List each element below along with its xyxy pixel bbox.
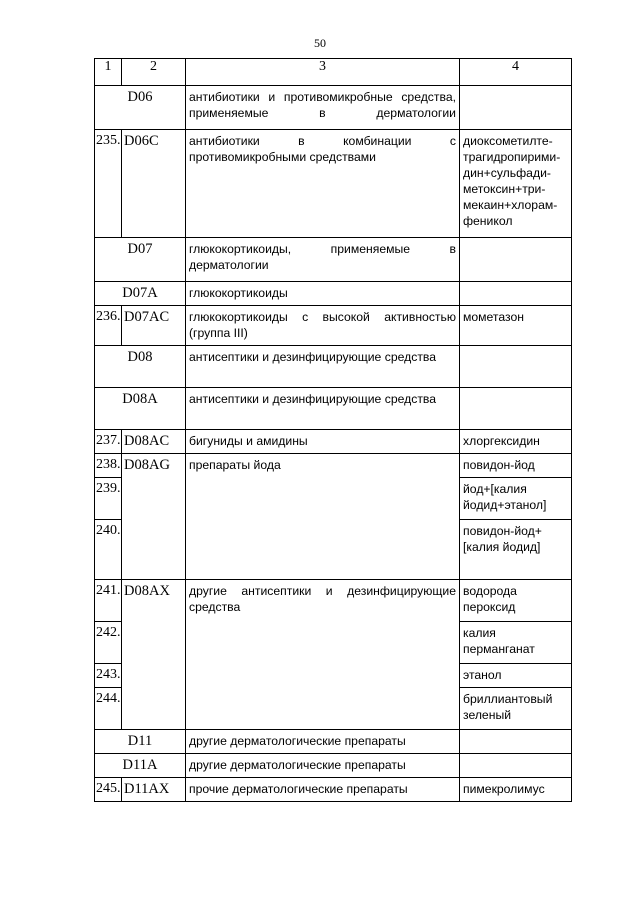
table-row bbox=[95, 306, 572, 346]
group-code: D11 bbox=[95, 730, 186, 754]
row-number: 236. bbox=[95, 306, 122, 346]
table-row bbox=[95, 778, 572, 802]
group-description: антибиотики в комбинации с противомикробными средствами bbox=[186, 130, 460, 238]
table-row bbox=[95, 282, 572, 306]
group-code: D07A bbox=[95, 282, 186, 306]
table-row bbox=[95, 86, 572, 130]
atc-code: D07AC bbox=[122, 306, 186, 346]
row-number: 237. bbox=[95, 430, 122, 454]
drug-classification-table bbox=[94, 58, 572, 802]
group-code: D07 bbox=[95, 238, 186, 282]
group-code: D08 bbox=[95, 346, 186, 388]
row-number: 244. bbox=[95, 688, 122, 730]
table-row bbox=[95, 754, 572, 778]
drug-name: йод+[калия йодид+этанол] bbox=[460, 478, 572, 520]
row-number: 239. bbox=[95, 478, 122, 520]
drug-name: повидон-йод bbox=[460, 454, 572, 478]
group-description: антисептики и дезинфицирующие средства bbox=[186, 388, 460, 430]
drug-name bbox=[460, 730, 572, 754]
group-description: другие дерматологические препараты bbox=[186, 730, 460, 754]
drug-name: повидон-йод+[калия йодид] bbox=[460, 520, 572, 580]
table-row bbox=[95, 388, 572, 430]
group-description: другие дерматологические препараты bbox=[186, 754, 460, 778]
drug-name bbox=[460, 238, 572, 282]
drug-name bbox=[460, 754, 572, 778]
atc-code: D08AX bbox=[122, 580, 186, 730]
drug-name bbox=[460, 346, 572, 388]
group-code: D11A bbox=[95, 754, 186, 778]
row-number: 240. bbox=[95, 520, 122, 580]
atc-code: D08AC bbox=[122, 430, 186, 454]
page-number: 50 bbox=[314, 36, 326, 50]
header-col-2: 2 bbox=[122, 59, 186, 86]
group-description: прочие дерматологические препараты bbox=[186, 778, 460, 802]
drug-name: бриллиантовый зеленый bbox=[460, 688, 572, 730]
header-col-1: 1 bbox=[95, 59, 122, 86]
table-row bbox=[95, 430, 572, 454]
table-row bbox=[95, 238, 572, 282]
group-code: D06 bbox=[95, 86, 186, 130]
table-row bbox=[95, 730, 572, 754]
group-description: глюкокортикоиды с высокой активностью (группа III) bbox=[186, 306, 460, 346]
table-row bbox=[95, 580, 572, 622]
group-description: другие антисептики и дезинфицирующие средства bbox=[186, 580, 460, 730]
header-col-4: 4 bbox=[460, 59, 572, 86]
atc-code: D11AX bbox=[122, 778, 186, 802]
drug-name bbox=[460, 282, 572, 306]
row-number: 242. bbox=[95, 622, 122, 664]
drug-name bbox=[460, 86, 572, 130]
drug-name: этанол bbox=[460, 664, 572, 688]
group-code: D08A bbox=[95, 388, 186, 430]
drug-name: пимекролимус bbox=[460, 778, 572, 802]
row-number: 238. bbox=[95, 454, 122, 478]
group-description: глюкокортикоиды bbox=[186, 282, 460, 306]
drug-name: диоксометилте-трагидропирими-дин+сульфади-метоксин+три-мекаин+хлорам-феникол bbox=[460, 130, 572, 238]
group-description: бигуниды и амидины bbox=[186, 430, 460, 454]
group-description: антисептики и дезинфицирующие средства bbox=[186, 346, 460, 388]
drug-name: хлоргексидин bbox=[460, 430, 572, 454]
group-description: препараты йода bbox=[186, 454, 460, 580]
row-number: 245. bbox=[95, 778, 122, 802]
table-row bbox=[95, 130, 572, 238]
drug-name bbox=[460, 388, 572, 430]
table-header-row bbox=[95, 59, 572, 86]
drug-name: мометазон bbox=[460, 306, 572, 346]
drug-name: водорода пероксид bbox=[460, 580, 572, 622]
table-row bbox=[95, 454, 572, 478]
atc-code: D08AG bbox=[122, 454, 186, 580]
table-row bbox=[95, 346, 572, 388]
atc-code: D06C bbox=[122, 130, 186, 238]
group-description: антибиотики и противомикробные средства, применяемые в дерматологии bbox=[186, 86, 460, 130]
row-number: 243. bbox=[95, 664, 122, 688]
header-col-3: 3 bbox=[186, 59, 460, 86]
row-number: 235. bbox=[95, 130, 122, 238]
row-number: 241. bbox=[95, 580, 122, 622]
drug-name: калия перманганат bbox=[460, 622, 572, 664]
group-description: глюкокортикоиды, применяемые в дерматологии bbox=[186, 238, 460, 282]
